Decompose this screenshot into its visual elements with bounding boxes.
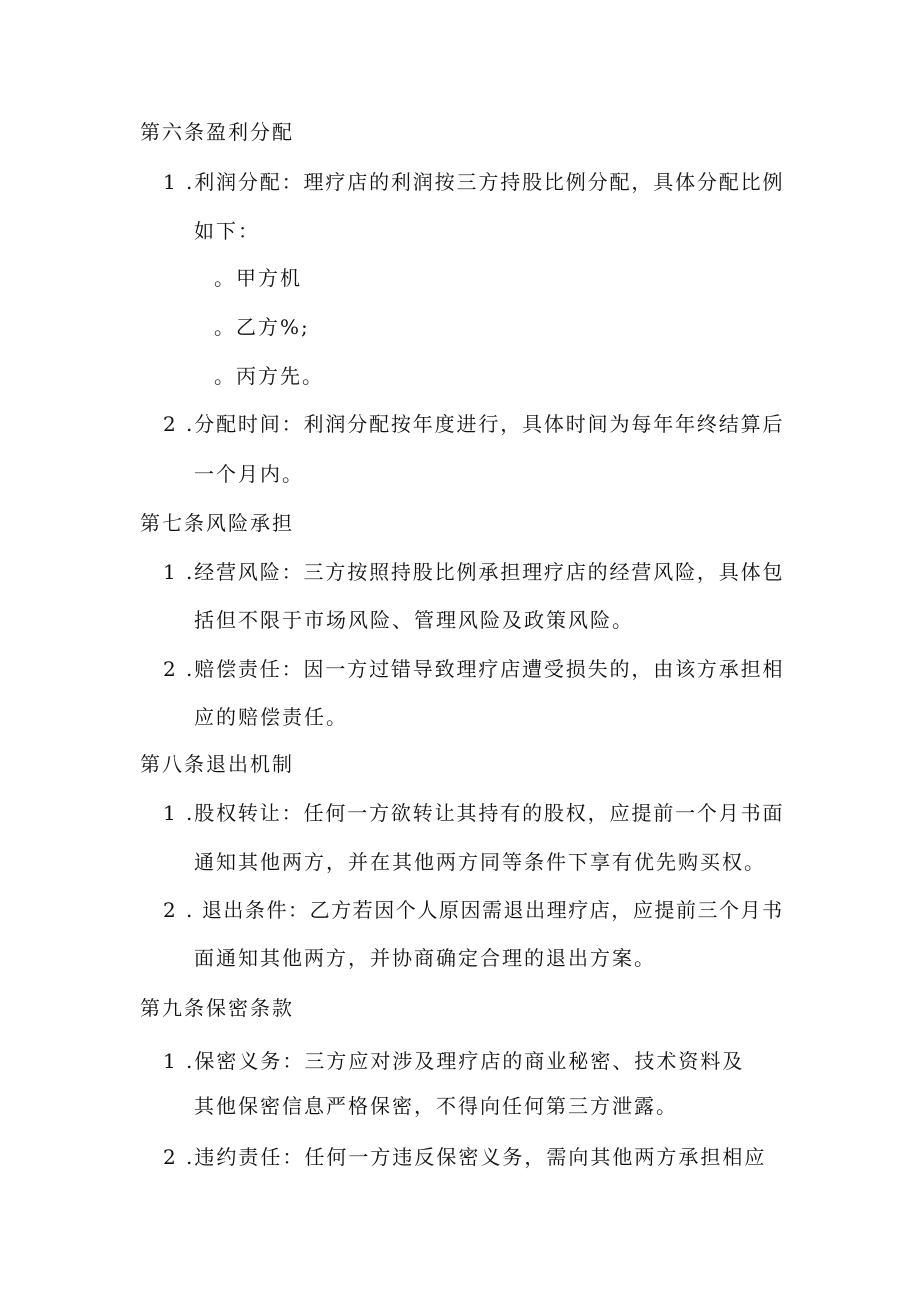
item-number: 2 bbox=[163, 898, 176, 922]
item-text: .经营风险：三方按照持股比例承担理疗店的经营风险，具体包 bbox=[186, 560, 785, 584]
item-text: .保密义务：三方应对涉及理疗店的商业秘密、技术资料及 bbox=[186, 1049, 745, 1073]
item-number: 1 bbox=[163, 801, 176, 825]
item-text-continued: 通知其他两方，并在其他两方同等条件下享有优先购买权。 bbox=[194, 850, 766, 874]
section-heading: 第六条盈利分配 bbox=[140, 120, 294, 144]
section-heading: 第九条保密条款 bbox=[140, 996, 294, 1020]
item-text-continued: 括但不限于市场风险、管理风险及政策风险。 bbox=[194, 608, 634, 632]
item-text-continued: 其他保密信息严格保密，不得向任何第三方泄露。 bbox=[194, 1094, 678, 1118]
section-heading: 第八条退出机制 bbox=[140, 752, 294, 776]
item-text: .利润分配：理疗店的利润按三方持股比例分配，具体分配比例 bbox=[186, 170, 785, 194]
item-number: 1 bbox=[163, 1049, 176, 1073]
item-text-continued: 如下： bbox=[194, 219, 260, 243]
item-number: 1 bbox=[163, 560, 176, 584]
item-number: 1 bbox=[163, 170, 176, 194]
item-text-continued: 应的赔偿责任。 bbox=[194, 705, 348, 729]
sub-item: 。甲方机 bbox=[214, 266, 302, 290]
item-number: 2 bbox=[163, 1145, 176, 1169]
item-text: . 退出条件：乙方若因个人原因需退出理疗店，应提前三个月书 bbox=[186, 898, 784, 922]
item-text: .赔偿责任：因一方过错导致理疗店遭受损失的，由该方承担相 bbox=[186, 657, 785, 681]
item-number: 2 bbox=[163, 412, 176, 436]
item-text: .分配时间：利润分配按年度进行，具体时间为每年年终结算后 bbox=[186, 412, 785, 436]
sub-item: 。乙方%; bbox=[214, 315, 310, 339]
sub-item: 。丙方先。 bbox=[214, 364, 324, 388]
section-heading: 第七条风险承担 bbox=[140, 511, 294, 535]
item-text: .股权转让：任何一方欲转让其持有的股权，应提前一个月书面 bbox=[186, 801, 785, 825]
item-text-continued: 一个月内。 bbox=[194, 462, 304, 486]
item-text: .违约责任：任何一方违反保密义务，需向其他两方承担相应 bbox=[186, 1145, 767, 1169]
item-number: 2 bbox=[163, 657, 176, 681]
item-text-continued: 面通知其他两方，并协商确定合理的退出方案。 bbox=[194, 946, 656, 970]
